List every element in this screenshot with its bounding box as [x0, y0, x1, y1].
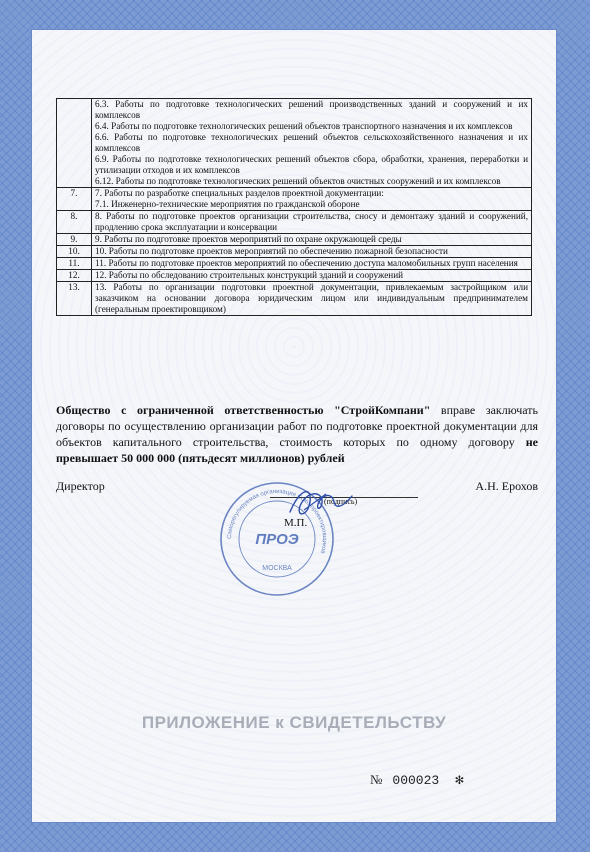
- appendix-title: ПРИЛОЖЕНИЕ к СВИДЕТЕЛЬСТВУ: [141, 713, 447, 732]
- company-name: Общество с ограниченной ответственностью "СтройКомпани": [56, 403, 431, 417]
- permission-notice: [56, 402, 538, 466]
- signature-caption: (подпись): [324, 497, 358, 506]
- work-description: [92, 211, 532, 234]
- row-number: [57, 99, 92, 188]
- table-row: [57, 270, 532, 282]
- work-item: 11. Работы по подготовке проектов мероприятий по обеспечению доступа маломобильных групп населения: [95, 258, 518, 268]
- asterisk-mark: ✻: [455, 773, 464, 789]
- work-description: [92, 270, 532, 282]
- table-row: [57, 258, 532, 270]
- stamp-ring-text: Саморегулируемая организация Союз проектировщиков: [226, 488, 328, 555]
- table-row: [57, 211, 532, 234]
- number-sign: №: [370, 772, 383, 787]
- director-name: А.Н. Ерохов: [475, 479, 538, 493]
- works-table: [56, 98, 532, 316]
- work-item: 6.12. Работы по подготовке технологических решений объектов очистных сооружений и их комплексов: [95, 176, 501, 186]
- work-item: 7.1. Инженерно-технические мероприятия по гражданской обороне: [95, 199, 360, 209]
- work-item: 12. Работы по обследованию строительных конструкций зданий и сооружений: [95, 270, 404, 280]
- work-description: [92, 246, 532, 258]
- work-description: [92, 258, 532, 270]
- row-number: 7.: [57, 188, 92, 211]
- work-item: 6.3. Работы по подготовке технологических решений производственных зданий и сооружений и их комплексов: [95, 99, 528, 120]
- row-number: 9.: [57, 234, 92, 246]
- notice-text: вправе заключать договоры по осуществлению организации работ по подготовке проектной документации для объектов капитального строительства, стоимость которых по одному договору: [56, 403, 538, 449]
- work-item: 9. Работы по подготовке проектов мероприятий по охране окружающей среды: [95, 234, 402, 244]
- row-number: 10.: [57, 246, 92, 258]
- director-label: Директор: [56, 479, 105, 493]
- table-row: [57, 282, 532, 316]
- seal-place-label: М.П.: [284, 517, 308, 529]
- work-description: [92, 234, 532, 246]
- serial-number: 000023: [392, 773, 440, 788]
- table-row: [57, 188, 532, 211]
- row-number: 11.: [57, 258, 92, 270]
- work-item: 7. Работы по разработке специальных разделов проектной документации:: [95, 188, 384, 198]
- work-item: 6.9. Работы по подготовке технологических решений объектов сбора, обработки, хранения, переработки и утилизации отходов и их комплексов: [95, 154, 528, 175]
- work-item: 10. Работы по подготовке проектов мероприятий по обеспечению пожарной безопасности: [95, 246, 448, 256]
- document-body: [32, 30, 556, 822]
- row-number: 13.: [57, 282, 92, 316]
- work-item: 8. Работы по подготовке проектов организации строительства, сносу и демонтажу зданий и сооружений, продлению срока эксплуатации и консервации: [95, 211, 528, 232]
- table-row: [57, 234, 532, 246]
- work-item: 6.6. Работы по подготовке технологических решений объектов сельскохозяйственного назначения и их комплексов: [95, 132, 528, 153]
- work-item: 6.4. Работы по подготовке технологических решений объектов транспортного назначения и их комплексов: [95, 121, 513, 131]
- table-row: [57, 99, 532, 188]
- stamp-center-text: ПРОЭ: [255, 531, 299, 548]
- work-description: [92, 99, 532, 188]
- stamp-city: МОСКВА: [262, 565, 292, 572]
- form-number: [370, 772, 464, 789]
- work-item: 13. Работы по организации подготовки проектной документации, привлекаемым застройщиком или заказчиком на основании договора юридическим лицом или индивидуальным предпринимателем (генеральным проектировщиком): [95, 282, 528, 314]
- work-description: [92, 282, 532, 316]
- table-row: [57, 246, 532, 258]
- row-number: 12.: [57, 270, 92, 282]
- row-number: 8.: [57, 211, 92, 234]
- work-description: [92, 188, 532, 211]
- cost-limit: не превышает 50 000 000 (пятьдесят миллионов) рублей: [56, 435, 538, 465]
- handwritten-signature: [286, 482, 356, 524]
